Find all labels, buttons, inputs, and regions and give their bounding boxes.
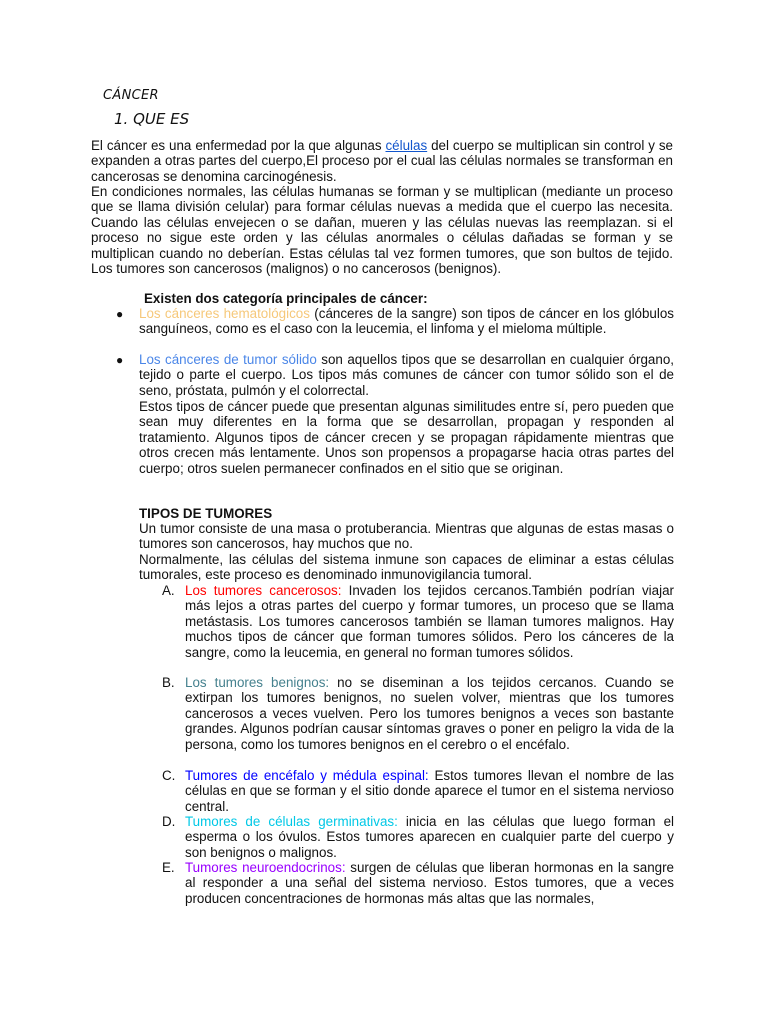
- list-item-brain-spinal: [185, 768, 674, 814]
- bullet-icon: ●: [116, 307, 124, 321]
- paragraph-normal-conditions: En condiciones normales, las células humanas se forman y se multiplican (mediante un proceso que se llama división celular) para formar células nuevas a medida que el cuerpo las necesita. Cuando las células envejecen o se dañan, mueren y las células nuevas las reemplazan. si el proceso no sigue este orden y las células anormales o células dañadas se forman y se multiplican cuando no deberían. Estas células tal vez formen tumores, que son bultos de tejido. Los tumores son cancerosos (malignos) o no cancerosos (benignos).: [91, 184, 673, 277]
- hematologic-desc: (cánceres de la sangre) son tipos de cáncer en los glóbulos sanguíneos, como es el caso con la leucemia, el linfoma y el mieloma múltiple.: [139, 306, 674, 337]
- list-item-hematologic: [139, 306, 674, 337]
- list-letter: B.: [162, 675, 175, 690]
- benign-desc: no se diseminan a los tejidos cercanos. Cuando se extirpan los tumores benignos, no suelen volver, mientras que los tumores cancerosos a veces vuelven. Pero los tumores benignos a veces son bastante grandes. Algunos podrían causar síntomas graves o poner en peligro la vida de la persona, como los tumores benignos en el cerebro o el encéfalo.: [185, 675, 674, 752]
- intro-paragraph: [91, 138, 673, 184]
- list-item-germ-cell: [185, 814, 674, 860]
- list-item-cancerous: [185, 583, 674, 660]
- brain-spinal-desc: Estos tumores llevan el nombre de las células en que se forman y el sitio donde aparece el tumor en el sistema nervioso central.: [185, 768, 674, 814]
- list-letter: E.: [162, 860, 175, 875]
- categories-heading: Existen dos categoría principales de cáncer:: [144, 291, 428, 306]
- categories-followup-paragraph: Estos tipos de cáncer puede que presentan algunas similitudes entre sí, pero pueden que sean muy diferentes en la forma que se desarrollan, propagan y responden al tratamiento. Algunos tipos de cáncer crecen y se propagan rápidamente mientras que otros crecen más lentamente. Unos son propensos a propagarse hacia otras partes del cuerpo; otros suelen permanecer confinados en el sitio que se originan.: [139, 399, 674, 476]
- bullet-icon: ●: [116, 353, 124, 367]
- brain-spinal-term: Tumores de encéfalo y médula espinal:: [185, 768, 429, 783]
- solid-tumor-term: Los cánceres de tumor sólido: [139, 352, 317, 367]
- list-letter: C.: [162, 768, 176, 783]
- list-item-neuroendocrine: [185, 860, 674, 906]
- neuroendocrine-term: Tumores neuroendocrinos:: [185, 860, 346, 875]
- celulas-link[interactable]: células: [385, 138, 428, 153]
- solid-tumor-desc: son aquellos tipos que se desarrollan en cualquier órgano, tejido o parte el cuerpo. Los tipos más comunes de cáncer con tumor sólido son el de seno, próstata, pulmón y el colorrectal.: [139, 352, 674, 398]
- intro-text-1: El cáncer es una enfermedad por la que algunas: [91, 138, 386, 153]
- tumor-types-heading: TIPOS DE TUMORES: [139, 506, 273, 521]
- section-heading-que-es: 1. QUE ES: [114, 110, 190, 128]
- neuroendocrine-desc: surgen de células que liberan hormonas en la sangre al responder a una señal del sistema nervioso. Estos tumores, que a veces producen concentraciones de hormonas más altas que las normales,: [185, 860, 674, 906]
- germ-cell-term: Tumores de células germinativas:: [185, 814, 398, 829]
- germ-cell-desc: inicia en las células que luego forman el esperma o los óvulos. Estos tumores aparecen en cualquier parte del cuerpo y son benignos o malignos.: [185, 814, 674, 860]
- hematologic-term: Los cánceres hematológicos: [139, 306, 310, 321]
- list-letter: A.: [162, 583, 175, 598]
- immune-paragraph: Normalmente, las células del sistema inmune son capaces de eliminar a estas células tumorales, este proceso es denominado inmunovigilancia tumoral.: [139, 552, 674, 583]
- tumor-intro-paragraph: Un tumor consiste de una masa o protuberancia. Mientras que algunas de estas masas o tumores son cancerosos, hay muchos que no.: [139, 521, 674, 552]
- list-item-benign: [185, 675, 674, 752]
- cancerous-desc: Invaden los tejidos cercanos.También podrían viajar más lejos a otras partes del cuerpo y formar tumores, un proceso que se llama metástasis. Los tumores cancerosos también se llaman tumores malignos. Hay muchos tipos de cáncer que forman tumores sólidos. Pero los cánceres de la sangre, como la leucemia, en general no forman tumores sólidos.: [185, 583, 674, 660]
- list-letter: D.: [162, 814, 176, 829]
- document-title: CÁNCER: [103, 88, 159, 103]
- list-item-solid-tumor: [139, 352, 674, 398]
- benign-term: Los tumores benignos:: [185, 675, 330, 690]
- intro-text-2: del cuerpo se multiplican sin control y se expanden a otras partes del cuerpo,El proceso por el cual las células normales se transforman en cancerosas se denomina carcinogénesis.: [91, 138, 674, 184]
- cancerous-term: Los tumores cancerosos:: [185, 583, 342, 598]
